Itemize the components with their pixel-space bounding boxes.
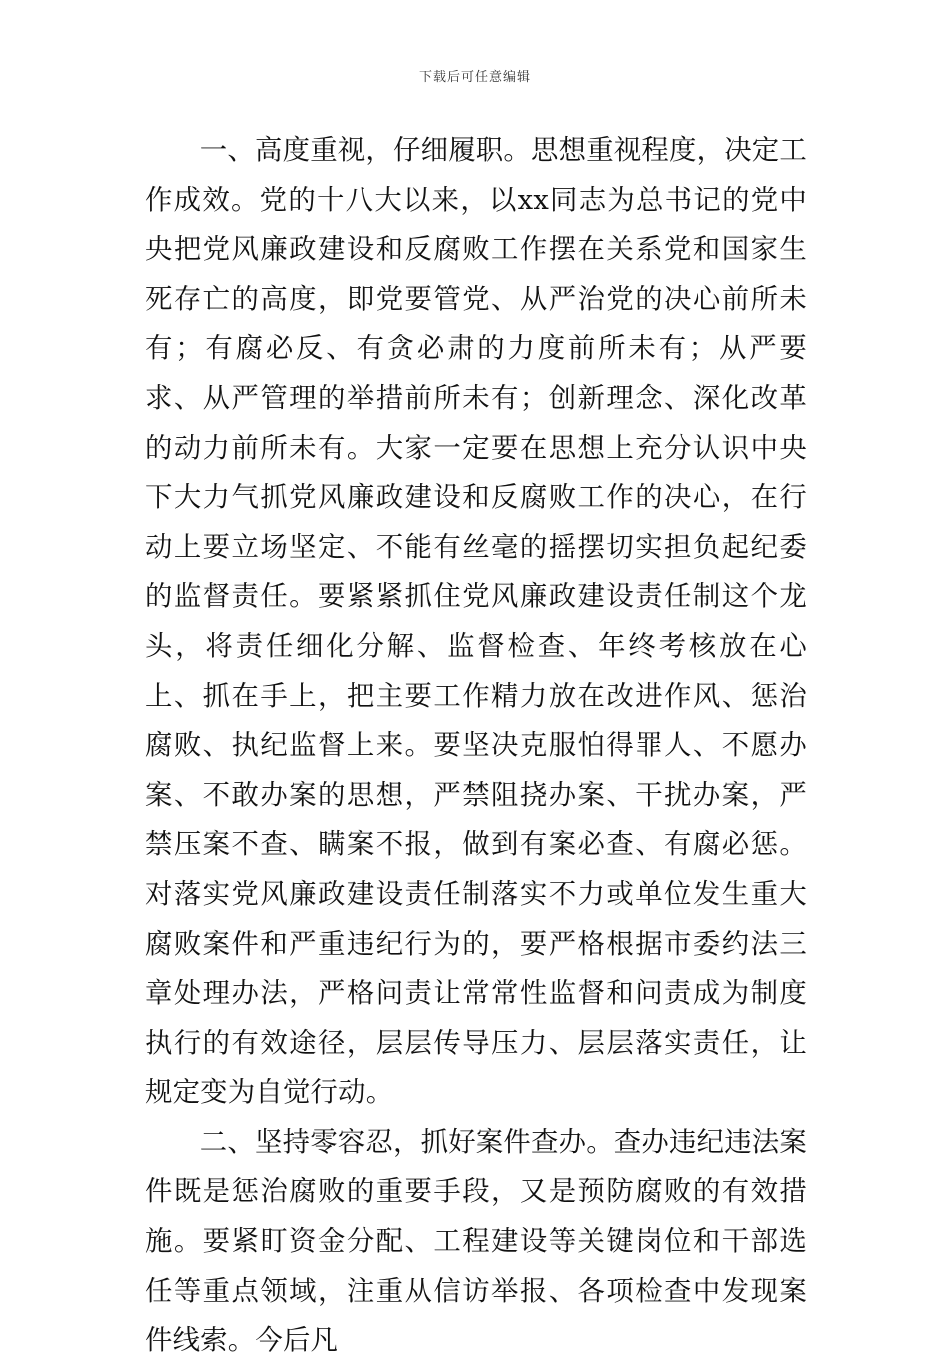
document-body bbox=[145, 126, 807, 1366]
paragraph-1: 一、高度重视，仔细履职。思想重视程度，决定工作成效。党的十八大以来，以xx同志为总书记的党中央把党风廉政建设和反腐败工作摆在关系党和国家生死存亡的高度，即党要管党、从严治党的决心前所未有；有腐必反、有贪必肃的力度前所未有；从严要求、从严管理的举措前所未有；创新理念、深化改革的动力前所未有。大家一定要在思想上充分认识中央下大力气抓党风廉政建设和反腐败工作的决心，在行动上要立场坚定、不能有丝毫的摇摆切实担负起纪委的监督责任。要紧紧抓住党风廉政建设责任制这个龙头，将责任细化分解、监督检查、年终考核放在心上、抓在手上，把主要工作精力放在改进作风、惩治腐败、执纪监督上来。要坚决克服怕得罪人、不愿办案、不敢办案的思想，严禁阻挠办案、干扰办案，严禁压案不查、瞒案不报，做到有案必查、有腐必惩。对落实党风廉政建设责任制落实不力或单位发生重大腐败案件和严重违纪行为的，要严格根据市委约法三章处理办法，严格问责让常常性监督和问责成为制度执行的有效途径，层层传导压力、层层落实责任，让规定变为自觉行动。 bbox=[145, 135, 807, 1109]
download-note: 下载后可任意编辑 bbox=[418, 70, 531, 85]
paragraph-2: 二、坚持零容忍，抓好案件查办。查办违纪违法案件既是惩治腐败的重要手段，又是预防腐败的有效措施。要紧盯资金分配、工程建设等关键岗位和干部选任等重点领域，注重从信访举报、各项检查中发现案件线索。今后凡 bbox=[145, 1126, 807, 1357]
